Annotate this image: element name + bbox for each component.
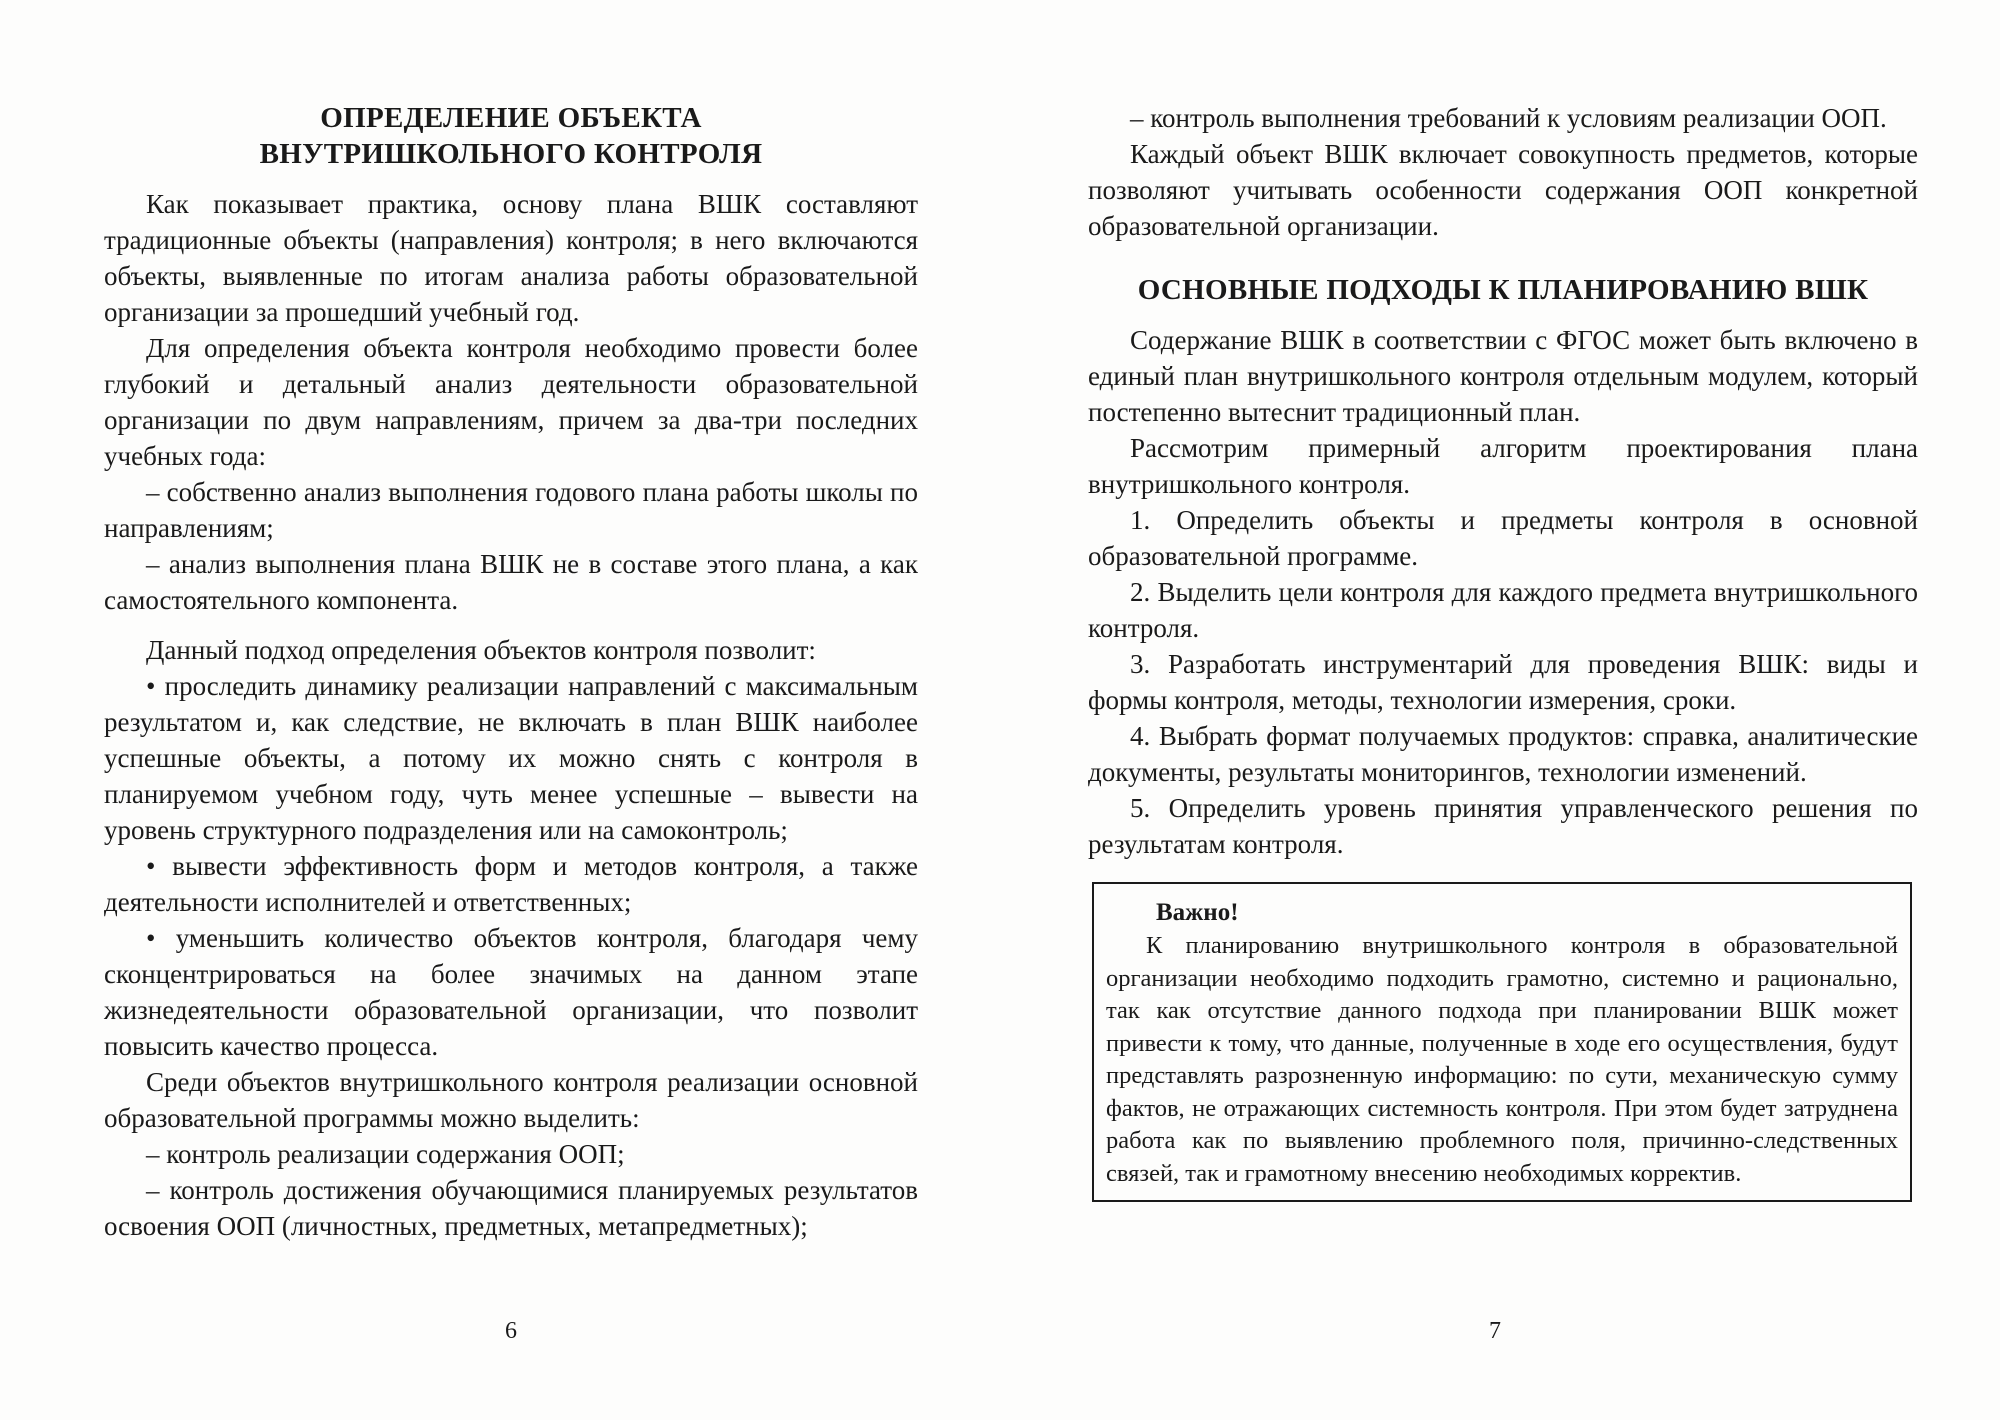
right-page (1000, 0, 2000, 1420)
numbered-step: 4. Выбрать формат получаемых продуктов: справка, аналитические документы, результаты мониторингов, технологии изменений. (1088, 721, 1918, 787)
bullet-item: • проследить динамику реализации направлений с максимальным результатом и, как следствие, не включать в план ВШК наиболее успешные объекты, а потому их можно снять с контроля в планируемом учебном году, чуть менее успешные – вывести на уровень структурного подразделения или на самоконтроль; (104, 671, 918, 845)
paragraph: Как показывает практика, основу плана ВШК составляют традиционные объекты (направления) контроля; в него включаются объекты, выявленные по итогам анализа работы образовательной организации за прошедший учебный год. (104, 189, 918, 327)
list-item: – собственно анализ выполнения годового плана работы школы по направлениям; (104, 477, 918, 543)
list-item: – контроль реализации содержания ООП; (146, 1139, 625, 1169)
numbered-step: 2. Выделить цели контроля для каждого предмета внутришкольного контроля. (1088, 577, 1918, 643)
section-title-left (104, 100, 918, 172)
paragraph: Данный подход определения объектов контроля позволит: (146, 635, 816, 665)
page-number: 7 (1489, 1318, 1501, 1344)
page-number: 6 (505, 1318, 517, 1344)
list-item: – контроль достижения обучающимися планируемых результатов освоения ООП (личностных, предметных, метапредметных); (104, 1175, 918, 1241)
section-title-right: ОСНОВНЫЕ ПОДХОДЫ К ПЛАНИРОВАНИЮ ВШК (1137, 274, 1869, 306)
numbered-step: 3. Разработать инструментарий для проведения ВШК: виды и формы контроля, методы, технологии измерения, сроки. (1088, 649, 1918, 715)
important-note-box (1092, 882, 1912, 1202)
bullet-item: • вывести эффективность форм и методов контроля, а также деятельности исполнителей и ответственных; (104, 851, 918, 917)
paragraph: Для определения объекта контроля необходимо провести более глубокий и детальный анализ деятельности образовательной организации по двум направлениям, причем за два-три последних учебных года: (104, 333, 918, 471)
list-item: – анализ выполнения плана ВШК не в составе этого плана, а как самостоятельного компонента. (104, 549, 918, 615)
bullet-item: • уменьшить количество объектов контроля, благодаря чему сконцентрироваться на более значимых на данном этапе жизнедеятельности образовательной организации, что позволит повысить качество процесса. (104, 923, 918, 1061)
paragraph: Каждый объект ВШК включает совокупность предметов, которые позволяют учитывать особенности содержания ООП конкретной образовательной организации. (1088, 139, 1918, 241)
numbered-step: 1. Определить объекты и предметы контроля в основной образовательной программе. (1088, 505, 1918, 571)
numbered-step: 5. Определить уровень принятия управленческого решения по результатам контроля. (1088, 793, 1918, 859)
paragraph: Содержание ВШК в соответствии с ФГОС может быть включено в единый план внутришкольного контроля отдельным модулем, который постепенно вытеснит традиционный план. (1088, 325, 1918, 427)
paragraph: Среди объектов внутришкольного контроля реализации основной образовательной программы можно выделить: (104, 1067, 918, 1133)
list-item: – контроль выполнения требований к условиям реализации ООП. (1130, 103, 1887, 133)
paragraph: Рассмотрим примерный алгоритм проектирования плана внутришкольного контроля. (1088, 433, 1918, 499)
note-heading: Важно! (1156, 899, 1239, 926)
note-text: К планированию внутришкольного контроля в образовательной организации необходимо подходить грамотно, системно и рационально, так как отсутствие данного подхода при планировании ВШК может привести к тому, что данные, полученные в ходе его осуществления, будут представлять разрозненную информацию: по сути, механическую сумму фактов, не отражающих системность контроля. При этом будет затруднена работа как по выявлению проблемного поля, причинно-следственных связей, так и грамотному внесению необходимых корректив. (1106, 932, 1898, 1187)
title-line-1: ОПРЕДЕЛЕНИЕ ОБЪЕКТА (320, 102, 702, 134)
title-line-2: ВНУТРИШКОЛЬНОГО КОНТРОЛЯ (259, 138, 763, 170)
